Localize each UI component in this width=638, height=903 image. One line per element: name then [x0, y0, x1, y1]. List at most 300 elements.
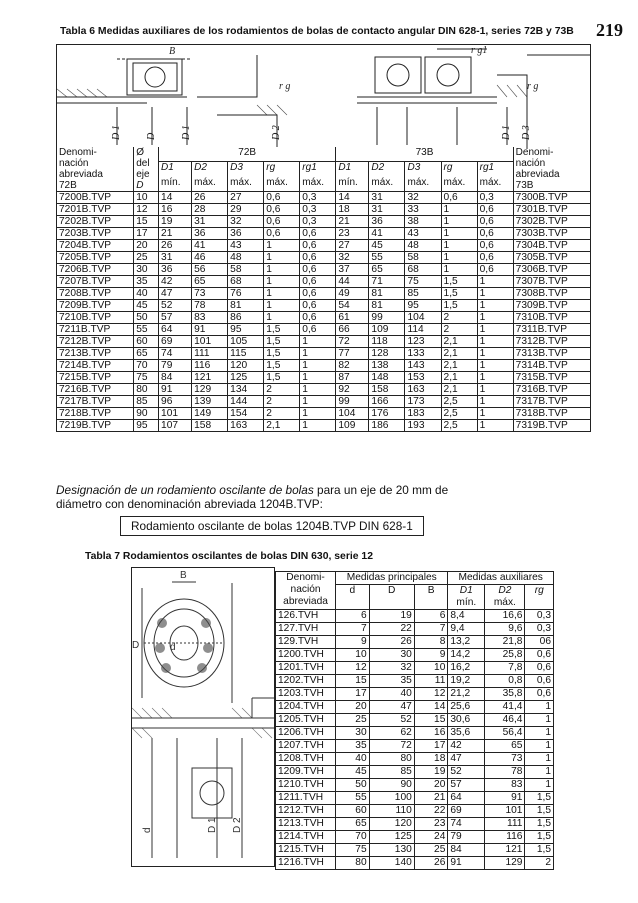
table6-cell: 17 [134, 228, 159, 240]
table6-cell: 7205B.TVP [57, 252, 134, 264]
table6-cell: 36 [159, 264, 192, 276]
table6-figure [56, 44, 591, 148]
table6-cell: 105 [228, 336, 264, 348]
table7-cell: 1 [525, 779, 554, 792]
table6-cell: 36 [192, 228, 228, 240]
table6-cell: 32 [228, 216, 264, 228]
fig6-label-d1b: D 1 [181, 125, 192, 140]
table6-cell: 21 [336, 216, 369, 228]
table6-cell: 12 [134, 204, 159, 216]
table6-cell: 80 [134, 384, 159, 396]
table7-cell: 121 [485, 844, 525, 857]
table6-cell: 153 [405, 372, 441, 384]
table6-cell: 81 [369, 300, 405, 312]
table6-cell: 58 [405, 252, 441, 264]
table6-cell: 101 [192, 336, 228, 348]
table7-row [276, 636, 554, 649]
t6-col-lim-5: mín. [336, 177, 369, 192]
table6-cell: 7207B.TVP [57, 276, 134, 288]
table6-cell: 0,6 [477, 216, 513, 228]
table6-cell: 7313B.TVP [513, 348, 590, 360]
table6-cell: 1,5 [441, 276, 477, 288]
table7-cell: 14,2 [448, 649, 485, 662]
table6-cell: 158 [192, 420, 228, 432]
table7-row [276, 688, 554, 701]
table6-cell: 57 [159, 312, 192, 324]
designation-italic: Designación de un rodamiento oscilante de bolas [56, 483, 314, 497]
table6-cell: 101 [159, 408, 192, 420]
table6-cell: 1 [300, 408, 336, 420]
table6-cell: 1 [441, 240, 477, 252]
table7-cell: 10 [336, 649, 370, 662]
table7-cell: 78 [485, 766, 525, 779]
table6-cell: 0,6 [477, 228, 513, 240]
table7-cell: 22 [369, 623, 414, 636]
table7-cell: 1,5 [525, 818, 554, 831]
table7-cell: 55 [336, 792, 370, 805]
t7-col-B: B [414, 585, 448, 610]
table6-cell: 7215B.TVP [57, 372, 134, 384]
table6-cell: 29 [228, 204, 264, 216]
table7-cell: 0,8 [485, 675, 525, 688]
table6-cell: 0,6 [300, 252, 336, 264]
table7-cell: 26 [369, 636, 414, 649]
table7-row [276, 792, 554, 805]
table6-cell: 31 [369, 192, 405, 204]
table7-cell: 6 [414, 610, 448, 623]
table7-cell: 19,2 [448, 675, 485, 688]
table6-cell: 84 [159, 372, 192, 384]
table6-cell: 1 [264, 240, 300, 252]
self-aligning-bearing-drawing [132, 568, 274, 866]
table6-cell: 107 [159, 420, 192, 432]
table6-cell: 95 [228, 324, 264, 336]
table7-cell: 130 [369, 844, 414, 857]
table6-cell: 60 [134, 336, 159, 348]
table7-cell: 69 [448, 805, 485, 818]
table6-cell: 134 [228, 384, 264, 396]
table7-cell: 35,6 [448, 727, 485, 740]
table7-row [276, 649, 554, 662]
table7-row [276, 662, 554, 675]
table7-cell: 1209.TVH [276, 766, 336, 779]
table6-cell: 79 [159, 360, 192, 372]
t6-col-sym-6: D2 [369, 162, 405, 177]
table6-cell: 2,5 [441, 420, 477, 432]
table6-cell: 41 [192, 240, 228, 252]
table7-cell: 9,6 [485, 623, 525, 636]
table7-cell: 1,5 [525, 844, 554, 857]
table6-cell: 14 [159, 192, 192, 204]
table6-cell: 87 [336, 372, 369, 384]
table6-title: Tabla 6 Medidas auxiliares de los rodamientos de bolas de contacto angular DIN 628-1, series 72B y 73B [60, 26, 574, 37]
table6-cell: 68 [405, 264, 441, 276]
table6-cell: 1 [477, 312, 513, 324]
table7-cell: 1,5 [525, 805, 554, 818]
table6-cell: 139 [192, 396, 228, 408]
table7-cell: 75 [336, 844, 370, 857]
table6-cell: 0,6 [264, 204, 300, 216]
table6-cell: 37 [336, 264, 369, 276]
table6-cell: 7319B.TVP [513, 420, 590, 432]
table6-cell: 2,1 [264, 420, 300, 432]
table7-row [276, 701, 554, 714]
t6-col-sym-2: D3 [228, 162, 264, 177]
table7-cell: 30,6 [448, 714, 485, 727]
table6-cell: 0,6 [477, 252, 513, 264]
table7-cell: 1210.TVH [276, 779, 336, 792]
table7-cell: 18 [414, 753, 448, 766]
table6-cell: 7314B.TVP [513, 360, 590, 372]
table7-cell: 1215.TVH [276, 844, 336, 857]
table7-cell: 19 [369, 610, 414, 623]
table7 [275, 571, 554, 870]
table6-cell: 1,5 [264, 336, 300, 348]
t7-col-rg: rg [525, 585, 554, 610]
table7-cell: 21,2 [448, 688, 485, 701]
t6-series-73b: 73B [336, 147, 513, 162]
table6-cell: 1 [477, 384, 513, 396]
fig7-label-D: D [132, 640, 140, 651]
table6-cell: 92 [336, 384, 369, 396]
table7-cell: 70 [336, 831, 370, 844]
table6-cell: 2,1 [441, 348, 477, 360]
table7-cell: 1 [525, 766, 554, 779]
table6-cell: 61 [336, 312, 369, 324]
table6-cell: 0,3 [477, 192, 513, 204]
t6-col-sym-0: D1 [159, 162, 192, 177]
table6-cell: 46 [192, 252, 228, 264]
table7-cell: 1202.TVH [276, 675, 336, 688]
table6-cell: 7318B.TVP [513, 408, 590, 420]
table6-cell: 173 [405, 396, 441, 408]
table7-cell: 62 [369, 727, 414, 740]
table6-cell: 15 [134, 216, 159, 228]
table6-cell: 158 [369, 384, 405, 396]
table6-row [57, 204, 591, 216]
table7-cell: 2 [525, 857, 554, 870]
table6-cell: 1 [477, 276, 513, 288]
table6-cell: 44 [336, 276, 369, 288]
table7-cell: 84 [448, 844, 485, 857]
table6-cell: 78 [192, 300, 228, 312]
table7-cell: 8 [414, 636, 448, 649]
table6-cell: 75 [405, 276, 441, 288]
table6-cell: 2 [441, 324, 477, 336]
table6-cell: 2,1 [441, 372, 477, 384]
angular-bearing-drawing [57, 45, 590, 149]
table6-cell: 128 [369, 348, 405, 360]
table6-cell: 1,5 [441, 300, 477, 312]
table6-row [57, 336, 591, 348]
table6-row [57, 372, 591, 384]
table7-cell: 65 [336, 818, 370, 831]
table7-cell: 46,4 [485, 714, 525, 727]
table6-cell: 1 [477, 396, 513, 408]
table6-cell: 0,6 [300, 312, 336, 324]
table7-cell: 12 [414, 688, 448, 701]
t6-col-sym-4: rg1 [300, 162, 336, 177]
table6-cell: 65 [369, 264, 405, 276]
fig7-label-d2: D 2 [232, 817, 243, 833]
table6-cell: 33 [405, 204, 441, 216]
table7-cell: 22 [414, 805, 448, 818]
table6-cell: 31 [369, 204, 405, 216]
table6-cell: 0,6 [264, 192, 300, 204]
table7-cell: 1200.TVH [276, 649, 336, 662]
table6-cell: 26 [159, 240, 192, 252]
table7-cell: 80 [369, 753, 414, 766]
table6-cell: 0,6 [300, 300, 336, 312]
table6-cell: 1 [264, 264, 300, 276]
table7-cell: 12 [336, 662, 370, 675]
table7-cell: 20 [414, 779, 448, 792]
table7-cell: 35 [369, 675, 414, 688]
table6-row [57, 288, 591, 300]
t6-col-sym-8: rg [441, 162, 477, 177]
table7-cell: 72 [369, 740, 414, 753]
table7-cell: 65 [485, 740, 525, 753]
t6-col-sym-9: rg1 [477, 162, 513, 177]
table7-cell: 7 [414, 623, 448, 636]
table7-cell: 1 [525, 701, 554, 714]
table7-cell: 0,6 [525, 662, 554, 675]
table6-row [57, 240, 591, 252]
table6-row [57, 408, 591, 420]
table7-cell: 35,8 [485, 688, 525, 701]
table6-cell: 7200B.TVP [57, 192, 134, 204]
table6-cell: 0,6 [477, 204, 513, 216]
t6-col-sym-7: D3 [405, 162, 441, 177]
table6-cell: 148 [369, 372, 405, 384]
table6-cell: 90 [134, 408, 159, 420]
table6-cell: 7306B.TVP [513, 264, 590, 276]
table6-cell: 91 [159, 384, 192, 396]
table7-cell: 1,5 [525, 792, 554, 805]
table6-cell: 47 [159, 288, 192, 300]
table7-cell: 120 [369, 818, 414, 831]
table6-cell: 1 [477, 420, 513, 432]
t7-col-D1-lim: mín. [448, 597, 485, 610]
fig6-label-rg2: r g [527, 81, 539, 92]
table6-cell: 0,6 [441, 192, 477, 204]
table7-cell: 21 [414, 792, 448, 805]
table7-row [276, 623, 554, 636]
t7-col-D2-lim: máx. [485, 597, 525, 610]
table7-row [276, 857, 554, 870]
t7-col-D2: D2 [485, 585, 525, 598]
table6-cell: 125 [228, 372, 264, 384]
table7-cell: 7,8 [485, 662, 525, 675]
table6-cell: 91 [192, 324, 228, 336]
fig7-label-d-inner: d [170, 642, 176, 653]
table6-cell: 129 [192, 384, 228, 396]
table7-cell: 13,2 [448, 636, 485, 649]
table6-cell: 55 [134, 324, 159, 336]
table7-cell: 64 [448, 792, 485, 805]
table6-cell: 52 [159, 300, 192, 312]
table7-cell: 126.TVH [276, 610, 336, 623]
table7-cell: 91 [448, 857, 485, 870]
table6-cell: 74 [159, 348, 192, 360]
table6-cell: 1 [477, 360, 513, 372]
table7-cell: 0,6 [525, 649, 554, 662]
table7-cell: 17 [336, 688, 370, 701]
table6-cell: 99 [336, 396, 369, 408]
table6-cell: 32 [405, 192, 441, 204]
table6-cell: 133 [405, 348, 441, 360]
table6-cell: 18 [336, 204, 369, 216]
table6-cell: 1 [300, 336, 336, 348]
table7-cell: 7 [336, 623, 370, 636]
t6-col-lim-9: máx. [477, 177, 513, 192]
t6-col-sym-1: D2 [192, 162, 228, 177]
table6-cell: 1 [441, 264, 477, 276]
table6-cell: 2,1 [441, 336, 477, 348]
table6-cell: 7316B.TVP [513, 384, 590, 396]
fig6-label-d2: D 2 [271, 125, 282, 140]
table7-cell: 9 [414, 649, 448, 662]
table7-cell: 0,3 [525, 623, 554, 636]
table7-row [276, 766, 554, 779]
table6-cell: 1 [477, 372, 513, 384]
table7-cell: 125 [369, 831, 414, 844]
table7-cell: 56,4 [485, 727, 525, 740]
table7-cell: 80 [336, 857, 370, 870]
t6-col-lim-2: máx. [228, 177, 264, 192]
table6-cell: 109 [369, 324, 405, 336]
table6-cell: 1 [264, 276, 300, 288]
table6-cell: 71 [369, 276, 405, 288]
table6-cell: 0,6 [300, 324, 336, 336]
table7-cell: 60 [336, 805, 370, 818]
table6-cell: 45 [134, 300, 159, 312]
table6-cell: 7302B.TVP [513, 216, 590, 228]
table6-cell: 1,5 [264, 348, 300, 360]
table6-cell: 31 [159, 252, 192, 264]
table6-cell: 104 [405, 312, 441, 324]
table7-row [276, 740, 554, 753]
table6-cell: 35 [134, 276, 159, 288]
table6-cell: 70 [134, 360, 159, 372]
table6-cell: 0,6 [264, 228, 300, 240]
table6-cell: 1 [441, 252, 477, 264]
table7-cell: 85 [369, 766, 414, 779]
table6-cell: 1 [477, 336, 513, 348]
table6-cell: 121 [192, 372, 228, 384]
table7-cell: 16,6 [485, 610, 525, 623]
table7-cell: 25 [414, 844, 448, 857]
t6-diameter: Ø del eje D [134, 147, 159, 192]
table6-cell: 72 [336, 336, 369, 348]
table7-cell: 1 [525, 740, 554, 753]
table6-cell: 75 [134, 372, 159, 384]
table6-cell: 1 [300, 420, 336, 432]
fig6-label-rg1: r g1 [471, 45, 488, 56]
table7-cell: 1203.TVH [276, 688, 336, 701]
table6-cell: 163 [228, 420, 264, 432]
table6-cell: 77 [336, 348, 369, 360]
table6-cell: 120 [228, 360, 264, 372]
table6-cell: 10 [134, 192, 159, 204]
table6-cell: 111 [192, 348, 228, 360]
table6-cell: 7203B.TVP [57, 228, 134, 240]
table6-cell: 7211B.TVP [57, 324, 134, 336]
table7-cell: 79 [448, 831, 485, 844]
table7-title: Tabla 7 Rodamientos oscilantes de bolas DIN 630, serie 12 [85, 551, 373, 562]
table6-row [57, 384, 591, 396]
table7-cell: 47 [369, 701, 414, 714]
table6-cell: 30 [134, 264, 159, 276]
table6-cell: 1 [477, 348, 513, 360]
table7-cell: 90 [369, 779, 414, 792]
t6-col-sym-5: D1 [336, 162, 369, 177]
table6-cell: 0,6 [300, 228, 336, 240]
table6-cell: 1 [441, 228, 477, 240]
designation-paragraph [56, 483, 476, 511]
table6-cell: 1 [477, 324, 513, 336]
table6-cell: 85 [405, 288, 441, 300]
table7-cell: 9,4 [448, 623, 485, 636]
table6-cell: 81 [228, 300, 264, 312]
table6-cell: 176 [369, 408, 405, 420]
table6-cell: 154 [228, 408, 264, 420]
table6-cell: 2 [264, 384, 300, 396]
table6-cell: 1 [441, 204, 477, 216]
table6-cell: 36 [228, 228, 264, 240]
table6-cell: 28 [192, 204, 228, 216]
table6-cell: 7216B.TVP [57, 384, 134, 396]
table6-cell: 58 [228, 264, 264, 276]
table7-cell: 25,8 [485, 649, 525, 662]
table7-cell: 0,3 [525, 610, 554, 623]
table7-cell: 25,6 [448, 701, 485, 714]
table6-cell: 7305B.TVP [513, 252, 590, 264]
table6-cell: 2 [264, 396, 300, 408]
table6-cell: 7214B.TVP [57, 360, 134, 372]
table6-cell: 7309B.TVP [513, 300, 590, 312]
table7-cell: 1216.TVH [276, 857, 336, 870]
table6-cell: 23 [336, 228, 369, 240]
t7-col-D: D [369, 585, 414, 610]
table6-cell: 116 [192, 360, 228, 372]
table6-cell: 64 [159, 324, 192, 336]
table6-cell: 7206B.TVP [57, 264, 134, 276]
table6-cell: 32 [336, 252, 369, 264]
table6-cell: 7308B.TVP [513, 288, 590, 300]
table6-cell: 2,5 [441, 396, 477, 408]
table6-cell: 138 [369, 360, 405, 372]
table7-cell: 9 [336, 636, 370, 649]
table7-cell: 1,5 [525, 831, 554, 844]
table6-cell: 7300B.TVP [513, 192, 590, 204]
fig6-label-b: B [169, 46, 176, 57]
table7-cell: 1213.TVH [276, 818, 336, 831]
table6-cell: 0,6 [300, 288, 336, 300]
table6-row [57, 396, 591, 408]
table7-cell: 111 [485, 818, 525, 831]
table7-cell: 91 [485, 792, 525, 805]
table7-cell: 1211.TVH [276, 792, 336, 805]
designation-rest: para un eje de 20 mm de diámetro con denominación abreviada 1204B.TVP: [56, 483, 449, 511]
table7-cell: 50 [336, 779, 370, 792]
fig6-label-d3: D 3 [521, 125, 532, 140]
table6-row [57, 264, 591, 276]
table6-cell: 0,3 [300, 192, 336, 204]
table6-cell: 163 [405, 384, 441, 396]
table6-cell: 7317B.TVP [513, 396, 590, 408]
table6-cell: 1 [300, 384, 336, 396]
